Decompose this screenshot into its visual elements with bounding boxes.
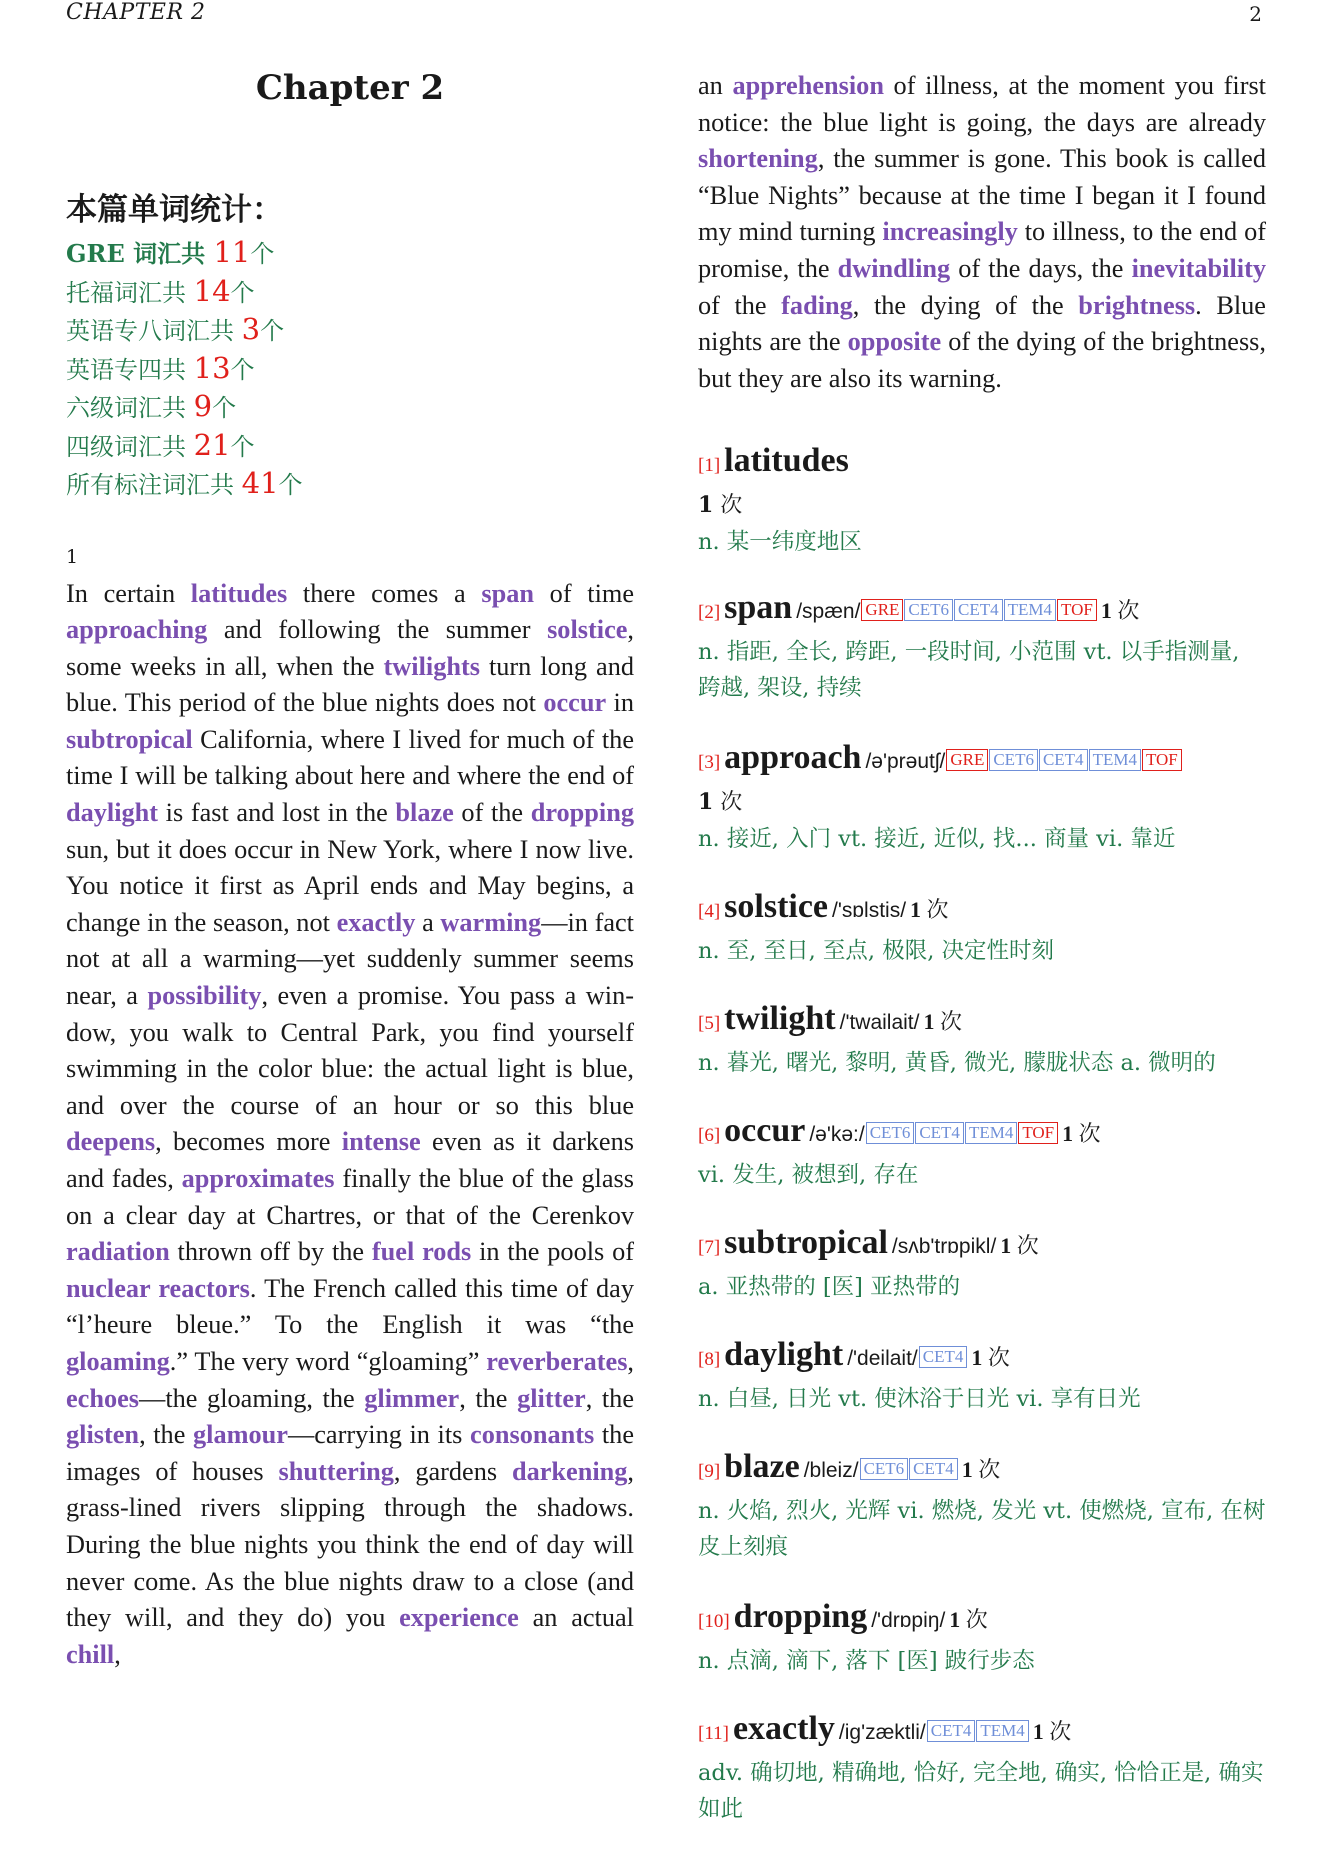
highlighted-word: latitudes xyxy=(190,578,288,608)
passage-text: In certain latitudes there comes a span of time approaching and following the summer solstice, some weeks in all, when the twilights turn long and blue. This period of the blue nights does not occur in subtropical California, where I lived for much of the time I will be talking about here and where the end of daylight is fast and lost in the blaze of the dropping sun, but it does occur in New York, where I now live. You notice it first as April ends and May begins, a change in the season, not exactly a warming—in fact not at all a warming—yet suddenly summer seems near, a possibility, even a promise. You pass a window, you walk to Central Park, you find yourself swimming in the color blue: the actual light is blue, and over the course of an hour or so this blue deepens, becomes more intense even as it darkens and fades, approximates finally the blue of the glass on a clear day at Chartres, or that of the Cerenkov radiation thrown off by the fuel rods in the pools of nuclear reactors. The French called this time of day “l’heure bleue.” To the English it was “the gloaming.” The very word “gloaming” reverberates, echoes—the gloaming, the glimmer, the glitter, the glisten, the glamour—carrying in its consonants the images of houses shuttering, gardens darkening, grass-lined rivers slipping through the shadows. During the blue nights you think the end of day will never come. As the blue nights draw to a close (and they will, and they do) you experience an actual chill, xyxy=(66,578,634,1669)
running-head: CHAPTER 2 xyxy=(66,0,206,25)
level-tag: CET4 xyxy=(927,1720,976,1742)
vocab-entry xyxy=(698,1223,1266,1305)
vocab-entry xyxy=(698,1335,1266,1417)
highlighted-word: increasingly xyxy=(882,217,1018,247)
stats-list xyxy=(66,234,634,504)
count-unit: 次 xyxy=(972,1457,1001,1483)
entry-number: [9] xyxy=(698,1461,721,1483)
entry-head xyxy=(698,887,1266,933)
stat-count: 3 xyxy=(241,312,261,346)
count-number: 1 xyxy=(698,789,714,816)
highlighted-word: occur xyxy=(543,688,607,718)
stat-label: 所有标注词汇共 xyxy=(66,471,242,499)
stat-unit: 个 xyxy=(250,240,275,268)
level-tag: TEM4 xyxy=(965,1122,1017,1144)
level-tag: CET4 xyxy=(915,1122,964,1144)
vocab-entry xyxy=(698,887,1266,969)
highlighted-word: dropping xyxy=(530,798,634,828)
occurrence-count xyxy=(962,1457,1001,1482)
level-tag: TOF xyxy=(1018,1122,1058,1144)
stat-unit: 个 xyxy=(230,432,255,461)
highlighted-word: opposite xyxy=(847,327,942,357)
entry-ipa: /'twailait/ xyxy=(839,1011,920,1035)
entry-ipa: /ə'kə:/ xyxy=(809,1123,865,1147)
count-unit: 次 xyxy=(1011,1233,1039,1259)
entry-definition: n. 指距, 全长, 跨距, 一段时间, 小范围 vt. 以手指测量, 跨越, 架设, 持续 xyxy=(698,639,1240,702)
highlighted-word: subtropical xyxy=(66,724,193,754)
level-tag: CET6 xyxy=(866,1122,915,1144)
stat-count: 41 xyxy=(241,466,279,500)
highlighted-word: exactly xyxy=(336,907,416,937)
count-number: 1 xyxy=(910,897,922,923)
entry-ipa: /'sɒlstis/ xyxy=(832,899,907,923)
highlighted-word: glitter xyxy=(517,1383,586,1413)
level-tag: TOF xyxy=(1057,599,1097,621)
entry-word: dropping xyxy=(733,1598,868,1636)
entry-ipa: /ig'zæktli/ xyxy=(838,1721,926,1745)
vocab-entry xyxy=(698,1597,1266,1679)
occurrence-count xyxy=(910,897,949,922)
count-unit: 次 xyxy=(960,1607,988,1633)
level-tag: TEM4 xyxy=(1004,599,1056,621)
stat-unit: 个 xyxy=(230,355,255,384)
count-unit: 次 xyxy=(934,1009,962,1035)
highlighted-word: approaching xyxy=(66,615,208,645)
highlighted-word: chill xyxy=(66,1639,115,1669)
highlighted-word: daylight xyxy=(66,798,159,828)
entry-number: [10] xyxy=(698,1611,730,1633)
entry-ipa: /ə'prəutʃ/ xyxy=(865,750,946,774)
highlighted-word: span xyxy=(481,578,534,608)
count-number: 1 xyxy=(1062,1121,1074,1147)
highlighted-word: nuclear reactors xyxy=(66,1273,250,1303)
entry-number: [4] xyxy=(698,901,721,923)
stat-label: GRE 词汇共 xyxy=(66,239,214,268)
count-number: 1 xyxy=(1000,1233,1012,1259)
highlighted-word: experience xyxy=(399,1603,519,1633)
count-number: 1 xyxy=(698,492,714,519)
entry-definition: n. 点滴, 滴下, 落下 [医] 跛行步态 xyxy=(698,1648,1035,1675)
highlighted-word: radiation xyxy=(66,1237,170,1267)
level-tag: CET4 xyxy=(919,1346,968,1368)
highlighted-word: fuel rods xyxy=(371,1237,472,1267)
highlighted-word: shortening xyxy=(698,144,818,174)
entry-definition: vi. 发生, 被想到, 存在 xyxy=(698,1162,919,1189)
count-line xyxy=(698,784,1266,821)
stat-line xyxy=(66,350,634,389)
level-tag: CET6 xyxy=(860,1458,909,1480)
highlighted-word: inevitability xyxy=(1131,253,1266,283)
stat-line xyxy=(66,234,634,273)
stat-line xyxy=(66,311,634,350)
occurrence-count xyxy=(698,790,742,815)
entry-definition: n. 火焰, 烈火, 光辉 vi. 燃烧, 发光 vt. 使燃烧, 宣布, 在树皮上刻痕 xyxy=(698,1498,1266,1561)
entry-head xyxy=(698,1223,1266,1269)
entry-definition: a. 亚热带的 [医] 亚热带的 xyxy=(698,1274,961,1301)
entry-number: [2] xyxy=(698,602,721,624)
entry-ipa: /bleiz/ xyxy=(803,1459,859,1483)
entry-word: subtropical xyxy=(724,1224,888,1262)
level-tag: CET4 xyxy=(1039,749,1088,771)
entry-ipa: /'drɒpiŋ/ xyxy=(871,1609,946,1633)
level-tag: CET4 xyxy=(954,599,1003,621)
stat-line xyxy=(66,427,634,466)
count-number: 1 xyxy=(923,1009,935,1035)
entry-word: twilight xyxy=(724,1000,836,1038)
vocab-entry xyxy=(698,441,1266,560)
highlighted-word: dwindling xyxy=(837,253,951,283)
entry-definition: n. 某一纬度地区 xyxy=(698,529,862,556)
stat-label: 托福词汇共 xyxy=(66,278,194,307)
highlighted-word: solstice xyxy=(547,615,628,645)
entry-word: blaze xyxy=(724,1448,800,1486)
occurrence-count xyxy=(1000,1233,1039,1258)
highlighted-word: glisten xyxy=(66,1420,140,1450)
occurrence-count xyxy=(1033,1719,1072,1744)
entry-head xyxy=(698,1447,1266,1493)
entry-definition: n. 暮光, 曙光, 黎明, 黄昏, 微光, 朦胧状态 a. 微明的 xyxy=(698,1050,1216,1077)
stat-count: 11 xyxy=(213,235,251,269)
highlighted-word: twilights xyxy=(383,651,480,681)
occurrence-count xyxy=(949,1607,988,1632)
count-line xyxy=(698,487,1266,524)
count-unit: 次 xyxy=(1043,1719,1072,1745)
count-number: 1 xyxy=(1032,1719,1044,1745)
vocab-entry xyxy=(698,738,1266,857)
count-number: 1 xyxy=(1100,598,1112,624)
count-unit: 次 xyxy=(1111,598,1140,624)
highlighted-word: reverberates xyxy=(486,1346,628,1376)
highlighted-word: approximates xyxy=(181,1164,335,1193)
highlighted-word: possibility xyxy=(147,981,262,1011)
stat-line xyxy=(66,388,634,427)
vocab-entry xyxy=(698,588,1266,706)
entry-word: latitudes xyxy=(724,442,849,480)
vocab-entry xyxy=(698,1709,1266,1827)
stat-unit: 个 xyxy=(278,471,303,499)
entry-number: [7] xyxy=(698,1237,721,1259)
stat-label: 六级词汇共 xyxy=(66,394,194,422)
entry-ipa: /spæn/ xyxy=(796,600,861,624)
occurrence-count xyxy=(971,1345,1010,1370)
level-tag: TOF xyxy=(1142,749,1182,771)
stat-count: 9 xyxy=(193,389,213,423)
count-unit: 次 xyxy=(713,790,743,816)
vocab-entry xyxy=(698,999,1266,1081)
highlighted-word: intense xyxy=(341,1127,421,1157)
highlighted-word: blaze xyxy=(395,798,454,828)
level-tag: TEM4 xyxy=(1089,749,1141,771)
entry-head xyxy=(698,738,1266,784)
level-tag: CET6 xyxy=(989,749,1038,771)
entry-definition: n. 至, 至日, 至点, 极限, 决定性时刻 xyxy=(698,938,1055,965)
page-number: 2 xyxy=(1249,2,1262,26)
count-unit: 次 xyxy=(1073,1121,1101,1147)
stat-label: 四级词汇共 xyxy=(66,432,194,461)
stats-heading: 本篇单词统计： xyxy=(66,192,283,228)
count-number: 1 xyxy=(971,1345,983,1371)
highlighted-word: brightness xyxy=(1078,290,1196,320)
vocab-entry xyxy=(698,1111,1266,1193)
count-unit: 次 xyxy=(713,493,743,519)
occurrence-count xyxy=(1101,598,1140,623)
occurrence-count xyxy=(1062,1121,1101,1146)
entry-word: span xyxy=(724,589,793,627)
stat-count: 14 xyxy=(193,273,231,308)
entry-number: [8] xyxy=(698,1349,721,1371)
highlighted-word: fading xyxy=(781,290,853,320)
entry-ipa: /'deilait/ xyxy=(847,1347,918,1371)
level-tag: CET4 xyxy=(909,1458,958,1480)
highlighted-word: warming xyxy=(440,907,542,937)
highlighted-word: apprehension xyxy=(732,71,884,100)
stat-label: 英语专四共 xyxy=(66,355,194,384)
count-unit: 次 xyxy=(921,897,949,923)
vocab-entry xyxy=(698,1447,1266,1565)
highlighted-word: glimmer xyxy=(364,1383,460,1413)
occurrence-count xyxy=(698,493,742,518)
stat-unit: 个 xyxy=(230,278,255,307)
entry-head xyxy=(698,1709,1266,1755)
entry-head xyxy=(698,999,1266,1045)
entry-ipa: /sʌb'trɒpikl/ xyxy=(891,1235,997,1259)
chapter-title: Chapter 2 xyxy=(255,68,445,108)
level-tag: GRE xyxy=(861,599,903,621)
entry-number: [3] xyxy=(698,752,721,774)
stat-unit: 个 xyxy=(212,394,237,422)
entry-word: approach xyxy=(724,739,862,777)
stat-label: 英语专八词汇共 xyxy=(66,317,242,345)
highlighted-word: echoes xyxy=(66,1383,140,1413)
paragraph-number: 1 xyxy=(66,545,79,568)
entry-number: [1] xyxy=(698,455,721,477)
stat-count: 21 xyxy=(193,427,231,462)
entry-word: exactly xyxy=(732,1710,835,1748)
right-column xyxy=(698,68,1266,1827)
stat-line xyxy=(66,273,634,312)
entry-word: daylight xyxy=(724,1336,844,1374)
count-unit: 次 xyxy=(982,1345,1010,1371)
entry-number: [11] xyxy=(698,1723,729,1745)
entry-word: solstice xyxy=(724,888,829,926)
stat-count: 13 xyxy=(193,350,231,385)
entry-number: [6] xyxy=(698,1125,721,1147)
entry-head xyxy=(698,1111,1266,1157)
stat-line xyxy=(66,465,634,504)
highlighted-word: consonants xyxy=(470,1420,595,1450)
entry-head xyxy=(698,1335,1266,1381)
highlighted-word: deepens xyxy=(66,1127,156,1157)
level-tag: CET6 xyxy=(904,599,953,621)
entry-number: [5] xyxy=(698,1013,721,1035)
highlighted-word: shuttering xyxy=(278,1456,394,1486)
entry-head xyxy=(698,588,1266,634)
entry-head xyxy=(698,1597,1266,1643)
entry-definition: adv. 确切地, 精确地, 恰好, 完全地, 确实, 恰恰正是, 确实如此 xyxy=(698,1760,1264,1823)
occurrence-count xyxy=(923,1009,962,1034)
entry-definition: n. 白昼, 日光 vt. 使沐浴于日光 vi. 享有日光 xyxy=(698,1386,1141,1413)
highlighted-word: darkening xyxy=(511,1456,628,1486)
level-tag: TEM4 xyxy=(976,1720,1028,1742)
left-column xyxy=(66,68,634,1673)
passage-continuation: an apprehension of illness, at the moment you first notice: the blue light is going, the days are already shortening, the summer is gone. This book is called “Blue Nights” because at the time I began it I found my mind turning increasingly to illness, to the end of promise, the dwindling of the days, the inevitability of the fading, the dying of the brightness. Blue nights are the opposite of the dying of the brightness, but they are also its warning. xyxy=(698,71,1266,393)
stat-unit: 个 xyxy=(260,317,285,345)
level-tag: GRE xyxy=(946,749,988,771)
highlighted-word: glamour xyxy=(193,1420,288,1450)
entry-definition: n. 接近, 入门 vt. 接近, 近似, 找... 商量 vi. 靠近 xyxy=(698,826,1176,853)
vocabulary-list xyxy=(698,441,1266,1827)
highlighted-word: gloaming xyxy=(66,1346,170,1376)
entry-word: occur xyxy=(724,1112,806,1150)
count-number: 1 xyxy=(961,1457,973,1483)
count-number: 1 xyxy=(949,1607,961,1633)
entry-head xyxy=(698,441,1266,487)
